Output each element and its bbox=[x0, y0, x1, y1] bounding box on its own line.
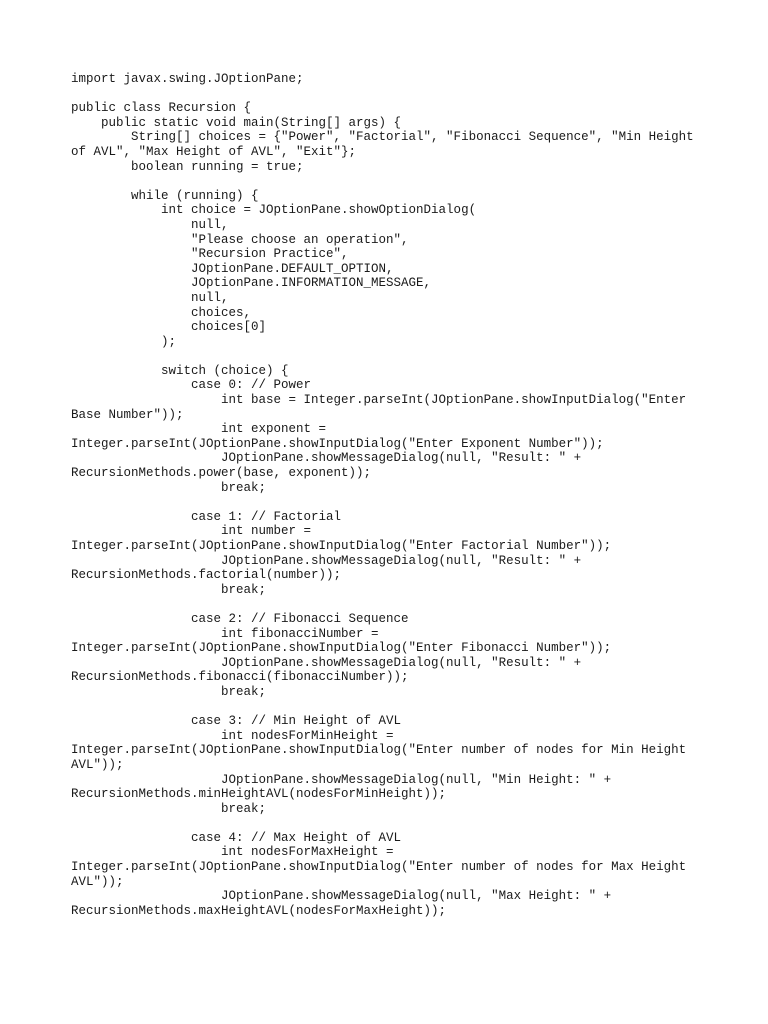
code-line: import javax.swing.JOptionPane; bbox=[71, 72, 304, 86]
code-line: int choice = JOptionPane.showOptionDialog( bbox=[71, 203, 477, 218]
code-line bbox=[71, 349, 711, 364]
code-line: AVL")); bbox=[71, 757, 124, 772]
code-line: "Recursion Practice", bbox=[71, 247, 349, 262]
code-line: JOptionPane.showMessageDialog(null, "Result: " + bbox=[71, 553, 582, 568]
code-line: RecursionMethods.minHeightAVL(nodesForMinHeight)); bbox=[71, 787, 447, 802]
code-line: ); bbox=[71, 334, 177, 349]
code-line: RecursionMethods.maxHeightAVL(nodesForMaxHeight)); bbox=[71, 903, 447, 918]
code-line: "Please choose an operation", bbox=[71, 232, 409, 247]
code-line bbox=[71, 174, 711, 189]
code-line: JOptionPane.showMessageDialog(null, "Result: " + bbox=[71, 451, 582, 466]
code-line: Integer.parseInt(JOptionPane.showInputDialog("Enter Factorial Number")); bbox=[71, 539, 612, 553]
code-line: Integer.parseInt(JOptionPane.showInputDialog("Enter Exponent Number")); bbox=[71, 436, 604, 451]
code-line: boolean running = true; bbox=[71, 159, 304, 174]
code-line bbox=[71, 495, 711, 510]
code-line: choices, bbox=[71, 305, 252, 320]
code-line: case 4: // Max Height of AVL bbox=[71, 830, 402, 845]
code-line: break; bbox=[71, 582, 267, 597]
code-line: int nodesForMaxHeight = bbox=[71, 845, 394, 860]
code-line: case 1: // Factorial bbox=[71, 509, 342, 524]
code-line: of AVL", "Max Height of AVL", "Exit"}; bbox=[71, 144, 357, 159]
code-line: JOptionPane.showMessageDialog(null, "Result: " + bbox=[71, 655, 582, 670]
code-line: int nodesForMinHeight = bbox=[71, 728, 394, 743]
code-line: JOptionPane.showMessageDialog(null, "Max Height: " + bbox=[71, 889, 612, 904]
code-line: RecursionMethods.factorial(number)); bbox=[71, 568, 342, 583]
code-line: break; bbox=[71, 801, 267, 816]
code-line: int number = bbox=[71, 524, 312, 539]
code-line: public static void main(String[] args) { bbox=[71, 115, 402, 130]
code-line: public class Recursion { bbox=[71, 101, 252, 116]
code-line: null, bbox=[71, 217, 229, 232]
code-line: int exponent = bbox=[71, 422, 327, 437]
code-line: AVL")); bbox=[71, 874, 124, 889]
code-line: break; bbox=[71, 684, 267, 699]
code-line bbox=[71, 87, 711, 102]
code-line: case 2: // Fibonacci Sequence bbox=[71, 611, 409, 626]
code-line bbox=[71, 700, 711, 715]
code-line: break; bbox=[71, 480, 267, 495]
code-line bbox=[71, 597, 711, 612]
code-line: JOptionPane.INFORMATION_MESSAGE, bbox=[71, 276, 432, 291]
code-line: Base Number")); bbox=[71, 407, 184, 422]
code-line: RecursionMethods.fibonacci(fibonacciNumber)); bbox=[71, 670, 409, 685]
code-line: while (running) { bbox=[71, 188, 259, 203]
java-source-code bbox=[71, 72, 711, 918]
code-line: int base = Integer.parseInt(JOptionPane.showInputDialog("Enter bbox=[71, 393, 687, 408]
code-line: case 3: // Min Height of AVL bbox=[71, 714, 402, 729]
code-line: RecursionMethods.power(base, exponent)); bbox=[71, 466, 372, 481]
code-line: Integer.parseInt(JOptionPane.showInputDialog("Enter number of nodes for Max Height bbox=[71, 860, 687, 875]
code-line: switch (choice) { bbox=[71, 363, 289, 378]
code-line: int fibonacciNumber = bbox=[71, 626, 379, 641]
code-line: JOptionPane.showMessageDialog(null, "Min Height: " + bbox=[71, 772, 612, 787]
code-line bbox=[71, 816, 711, 831]
code-line: JOptionPane.DEFAULT_OPTION, bbox=[71, 261, 394, 276]
code-line: null, bbox=[71, 290, 229, 305]
code-line: Integer.parseInt(JOptionPane.showInputDialog("Enter number of nodes for Min Height bbox=[71, 743, 687, 758]
code-line: case 0: // Power bbox=[71, 378, 312, 393]
code-line: Integer.parseInt(JOptionPane.showInputDialog("Enter Fibonacci Number")); bbox=[71, 641, 612, 656]
code-line: String[] choices = {"Power", "Factorial", "Fibonacci Sequence", "Min Height bbox=[71, 130, 694, 145]
code-line: choices[0] bbox=[71, 320, 267, 335]
